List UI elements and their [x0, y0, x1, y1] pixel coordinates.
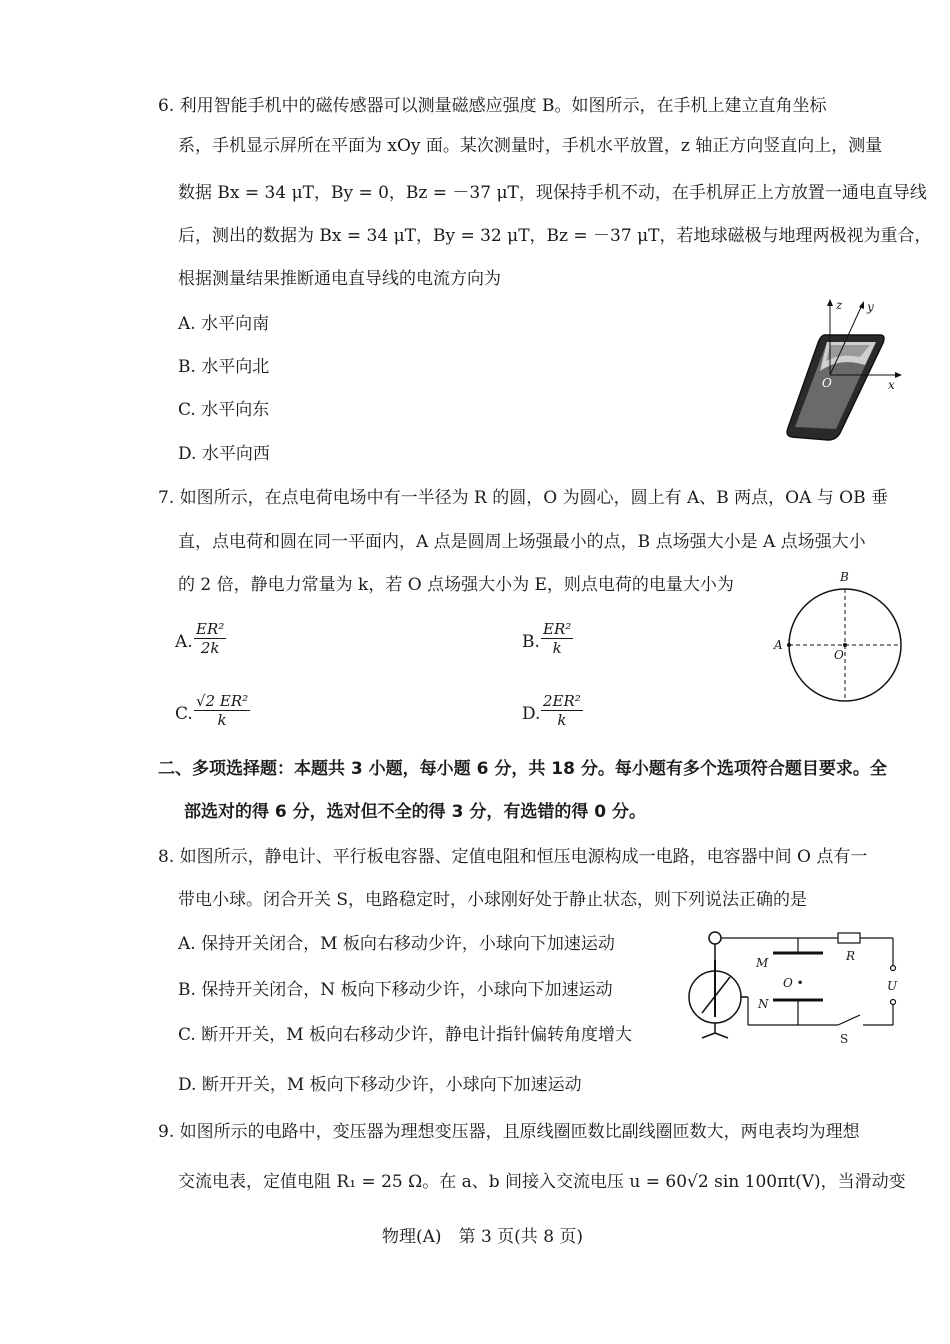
q7-option-c-den: k: [217, 711, 227, 729]
x-axis-label: x: [888, 378, 895, 392]
q6-line-2: 系，手机显示屏所在平面为 xOy 面。某次测量时，手机水平放置，z 轴正方向竖直向上，测量: [178, 136, 883, 156]
y-axis-label: y: [867, 300, 874, 314]
label-m: M: [756, 956, 769, 970]
page-footer: 物理(A) 第 3 页(共 8 页): [382, 1227, 584, 1247]
q8-line-1: 8. 如图所示，静电计、平行板电容器、定值电阻和恒压电源构成一电路，电容器中间 O 点有一: [158, 847, 868, 867]
terminal-bottom: [891, 1000, 896, 1005]
q8-circuit-figure: [688, 925, 903, 1050]
label-b: B: [840, 570, 849, 584]
q7-option-b-letter: B.: [522, 632, 540, 652]
label-o: O: [834, 648, 844, 662]
label-r: R: [846, 949, 856, 963]
q6-line-3: 数据 Bx = 34 μT，By = 0，Bz = －37 μT，现保持手机不动，在手机屏正上方放置一通电直导线: [178, 183, 927, 203]
label-s: S: [840, 1032, 849, 1046]
q6-option-d: D. 水平向西: [178, 444, 270, 464]
q7-option-c-letter: C.: [175, 704, 193, 724]
q8-line-2: 带电小球。闭合开关 S，电路稳定时，小球刚好处于静止状态，则下列说法正确的是: [178, 890, 808, 910]
origin-label: O: [822, 376, 832, 390]
q6-line-4: 后，测出的数据为 Bx = 34 μT，By = 32 μT，Bz = －37 μT，若地球磁极与地理两极视为重合，: [178, 226, 932, 246]
q8-option-d: D. 断开开关，M 板向下移动少许，小球向下加速运动: [178, 1075, 582, 1095]
section2-line-1: 二、多项选择题：本题共 3 小题，每小题 6 分，共 18 分。每小题有多个选项符合题目要求。全: [158, 759, 887, 779]
q8-option-b: B. 保持开关闭合，N 板向下移动少许，小球向下加速运动: [178, 980, 613, 1000]
q7-option-d-letter: D.: [522, 704, 541, 724]
q7-option-d-fraction: [541, 692, 583, 729]
q6-option-b: B. 水平向北: [178, 357, 270, 377]
point-o: [843, 643, 847, 647]
q8-option-a: A. 保持开关闭合，M 板向右移动少许，小球向下加速运动: [178, 934, 615, 954]
q7-option-a-num: ER²: [196, 620, 225, 638]
label-u: U: [887, 979, 898, 993]
q8-option-c: C. 断开开关，M 板向右移动少许，静电计指针偏转角度增大: [178, 1025, 633, 1045]
z-axis-label: z: [836, 298, 843, 312]
q7-option-d-den: k: [557, 711, 567, 729]
q7-option-c-fraction: [194, 692, 250, 729]
q7-option-c-num: √2 ER²: [196, 692, 249, 710]
q9-line-1: 9. 如图所示的电路中，变压器为理想变压器，且原线圈匝数比副线圈匝数大，两电表均为理想: [158, 1122, 860, 1142]
q6-line-5: 根据测量结果推断通电直导线的电流方向为: [178, 269, 501, 289]
q7-option-b-num: ER²: [543, 620, 572, 638]
q7-option-a-fraction: [194, 620, 226, 657]
label-a: A: [774, 638, 783, 652]
q7-option-b-den: k: [552, 639, 562, 657]
point-a: [787, 643, 791, 647]
q7-option-a-den: 2k: [200, 639, 220, 657]
switch-s: [838, 1015, 860, 1025]
q7-line-1: 7. 如图所示，在点电荷电场中有一半径为 R 的圆，O 为圆心，圆上有 A、B 两点，OA 与 OB 垂: [158, 488, 889, 508]
electrometer-top-knob: [709, 932, 721, 944]
q7-option-a-letter: A.: [175, 632, 193, 652]
q9-line-2: 交流电表，定值电阻 R₁ = 25 Ω。在 a、b 间接入交流电压 u = 60√2 sin 100πt(V)，当滑动变: [178, 1172, 906, 1192]
label-o: O •: [783, 976, 804, 990]
q6-line-1: 6. 利用智能手机中的磁传感器可以测量磁感应强度 B。如图所示，在手机上建立直角坐标: [158, 96, 827, 116]
q7-line-3: 的 2 倍，静电力常量为 k，若 O 点场强大小为 E，则点电荷的电量大小为: [178, 575, 734, 595]
q7-circle-figure: [770, 568, 910, 718]
resistor-r: [838, 933, 860, 943]
q7-line-2: 直，点电荷和圆在同一平面内，A 点是圆周上场强最小的点，B 点场强大小是 A 点场强大小: [178, 532, 866, 552]
q7-option-d-num: 2ER²: [543, 692, 581, 710]
q6-phone-figure: [780, 295, 910, 445]
q6-option-a: A. 水平向南: [178, 314, 270, 334]
section2-line-2: 部选对的得 6 分，选对但不全的得 3 分，有选错的得 0 分。: [184, 802, 646, 822]
terminal-top: [891, 966, 896, 971]
q7-option-b-fraction: [541, 620, 573, 657]
label-n: N: [758, 997, 769, 1011]
q6-option-c: C. 水平向东: [178, 400, 270, 420]
phone-body: [787, 335, 884, 440]
